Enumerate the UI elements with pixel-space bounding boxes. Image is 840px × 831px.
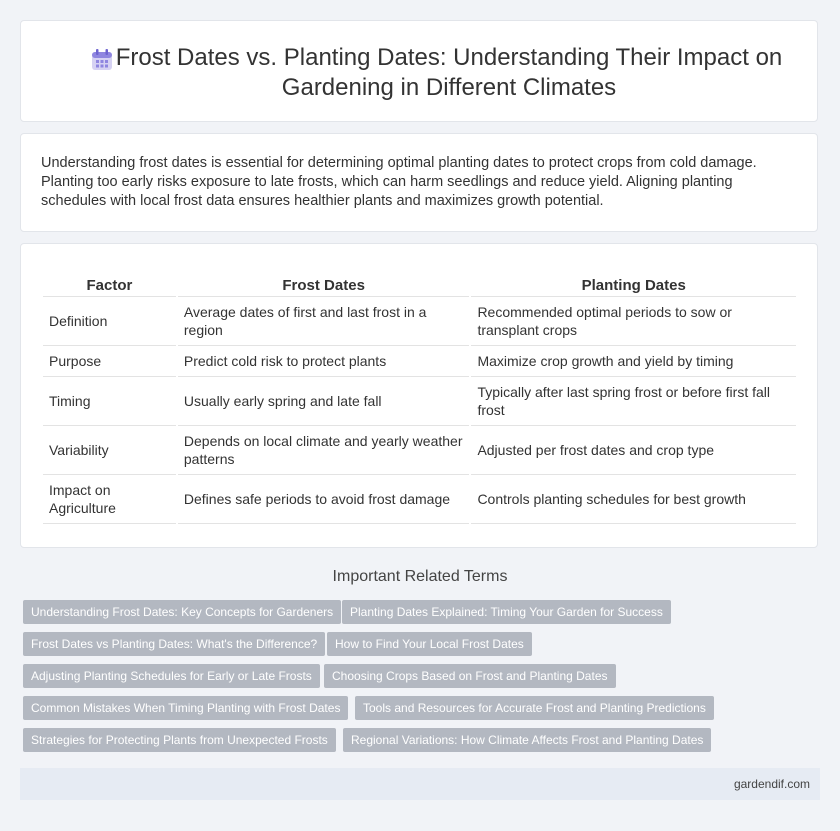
- table-cell: Maximize crop growth and yield by timing: [470, 346, 797, 377]
- comparison-card: [20, 243, 818, 548]
- table-cell: Usually early spring and late fall: [177, 377, 471, 426]
- table-row: [43, 377, 797, 426]
- footer-site: gardendif.com: [733, 777, 810, 791]
- table-cell: Impact on Agriculture: [43, 475, 177, 524]
- related-term-link[interactable]: Common Mistakes When Timing Planting with Frost Dates: [23, 696, 348, 720]
- related-term-link[interactable]: Strategies for Protecting Plants from Unexpected Frosts: [23, 728, 336, 752]
- table-cell: Average dates of first and last frost in a region: [177, 297, 471, 346]
- table-cell: Variability: [43, 426, 177, 475]
- column-header: Frost Dates: [177, 274, 471, 297]
- table-cell: Purpose: [43, 346, 177, 377]
- table-cell: Controls planting schedules for best growth: [470, 475, 797, 524]
- page-title: Frost Dates vs. Planting Dates: Understanding Their Impact on Gardening in Different Climates: [115, 44, 783, 101]
- footer: [20, 768, 820, 800]
- related-term-link[interactable]: How to Find Your Local Frost Dates: [327, 632, 532, 656]
- table-header-row: [43, 274, 797, 297]
- intro-text: Understanding frost dates is essential for determining optimal planting dates to protect crops from cold damage. Planting too early risks exposure to late frosts, which can harm seedlings and reduce yield. Aligning planting schedules with local frost data ensures healthier plants and maximizes growth potential.: [41, 155, 757, 209]
- related-term-link[interactable]: Adjusting Planting Schedules for Early or Late Frosts: [23, 664, 320, 688]
- table-cell: Depends on local climate and yearly weather patterns: [177, 426, 471, 475]
- related-term-link[interactable]: Tools and Resources for Accurate Frost and Planting Predictions: [355, 696, 714, 720]
- related-term-link[interactable]: Frost Dates vs Planting Dates: What's the Difference?: [23, 632, 325, 656]
- column-header: Planting Dates: [470, 274, 797, 297]
- table-row: [43, 297, 797, 346]
- table-cell: Timing: [43, 377, 177, 426]
- table-cell: Typically after last spring frost or before first fall frost: [470, 377, 797, 426]
- header-card: [20, 20, 818, 122]
- intro-card: [20, 133, 818, 232]
- table-row: [43, 475, 797, 524]
- table-cell: Predict cold risk to protect plants: [177, 346, 471, 377]
- related-term-link[interactable]: Choosing Crops Based on Frost and Planting Dates: [324, 664, 616, 688]
- table-row: [43, 346, 797, 377]
- table-cell: Defines safe periods to avoid frost damage: [177, 475, 471, 524]
- table-cell: Definition: [43, 297, 177, 346]
- comparison-table: [43, 274, 798, 524]
- related-term-link[interactable]: Planting Dates Explained: Timing Your Garden for Success: [342, 600, 671, 624]
- table-row: [43, 426, 797, 475]
- table-cell: Recommended optimal periods to sow or transplant crops: [470, 297, 797, 346]
- related-term-link[interactable]: Regional Variations: How Climate Affects Frost and Planting Dates: [343, 728, 711, 752]
- related-term-link[interactable]: Understanding Frost Dates: Key Concepts for Gardeners: [23, 600, 341, 624]
- related-terms-title: Important Related Terms: [332, 568, 508, 585]
- table-cell: Adjusted per frost dates and crop type: [470, 426, 797, 475]
- column-header: Factor: [43, 274, 177, 297]
